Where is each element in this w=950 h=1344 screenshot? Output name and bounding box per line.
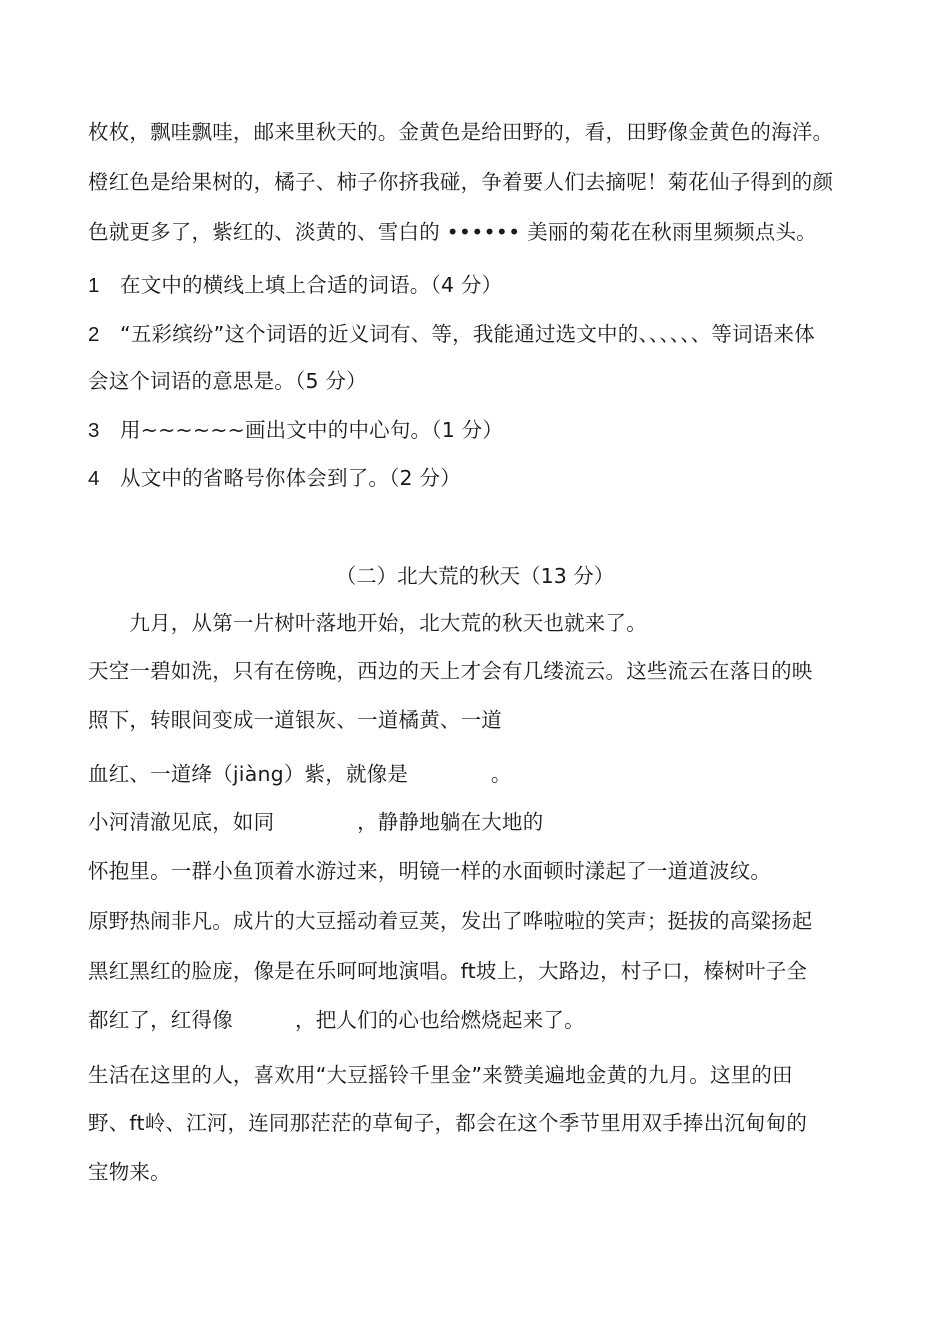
question-1 (88, 271, 502, 300)
question-4 (88, 464, 461, 493)
question-number: 2 (88, 323, 100, 346)
section2-line-10: 生活在这里的人，喜欢用“大豆摇铃千里金”来赞美遍地金黄的九月。这里的田 (88, 1063, 793, 1087)
section2-line-5: 小河清澈见底，如同 ，静静地躺在大地的 (88, 810, 544, 834)
question-number: 3 (88, 419, 100, 442)
section2-line-4: 血红、一道绛（jiàng）紫，就像是 。 (88, 762, 512, 786)
section2-line-3: 照下，转眼间变成一道银灰、一道橘黄、一道 (88, 708, 502, 732)
section2-line-12: 宝物来。 (88, 1160, 171, 1184)
question-text: “五彩缤纷”这个词语的近义词有、等，我能通过选文中的、、、、、、等词语来体 (120, 322, 815, 346)
question-number: 1 (88, 274, 100, 297)
question-number: 4 (88, 467, 100, 490)
question-text: 在文中的横线上填上合适的词语。（4 分） (120, 273, 503, 297)
section2-line-11: 野、ft岭、江河，连同那茫茫的草甸子，都会在这个季节里用双手捧出沉甸甸的 (88, 1111, 808, 1135)
section2-line-7: 原野热闹非凡。成片的大豆摇动着豆荚，发出了哗啦啦的笑声；挺拔的高粱扬起 (88, 909, 813, 933)
question-2-continued: 会这个词语的意思是。（5 分） (88, 369, 367, 393)
question-3 (88, 416, 503, 445)
section2-line-9: 都红了，红得像 ，把人们的心也给燃烧起来了。 (88, 1008, 585, 1032)
section2-title: （二）北大荒的秋天（13 分） (335, 564, 615, 588)
section2-line-6: 怀抱里。一群小鱼顶着水游过来，明镜一样的水面顿时漾起了一道道波纹。 (88, 859, 772, 883)
question-text: 从文中的省略号你体会到了。（2 分） (120, 466, 461, 490)
question-2 (88, 320, 815, 349)
passage1-line-3: 色就更多了，紫红的、淡黄的、雪白的 •••••• 美丽的菊花在秋雨里频频点头。 (88, 220, 817, 244)
section2-line-2: 天空一碧如洗，只有在傍晚，西边的天上才会有几缕流云。这些流云在落日的映 (88, 659, 813, 683)
question-text: 用~~~~~~画出文中的中心句。（1 分） (120, 418, 504, 442)
passage1-line-1: 枚枚，飘哇飘哇，邮来里秋天的。金黄色是给田野的，看，田野像金黄色的海洋。 (88, 120, 834, 144)
section2-line-1: 九月，从第一片树叶落地开始，北大荒的秋天也就来了。 (88, 611, 647, 635)
passage1-line-2: 橙红色是给果树的，橘子、柿子你挤我碰，争着要人们去摘呢！菊花仙子得到的颜 (88, 170, 834, 194)
section2-line-8: 黑红黑红的脸庞，像是在乐呵呵地演唱。ft坡上，大路边，村子口，榛树叶子全 (88, 959, 808, 983)
